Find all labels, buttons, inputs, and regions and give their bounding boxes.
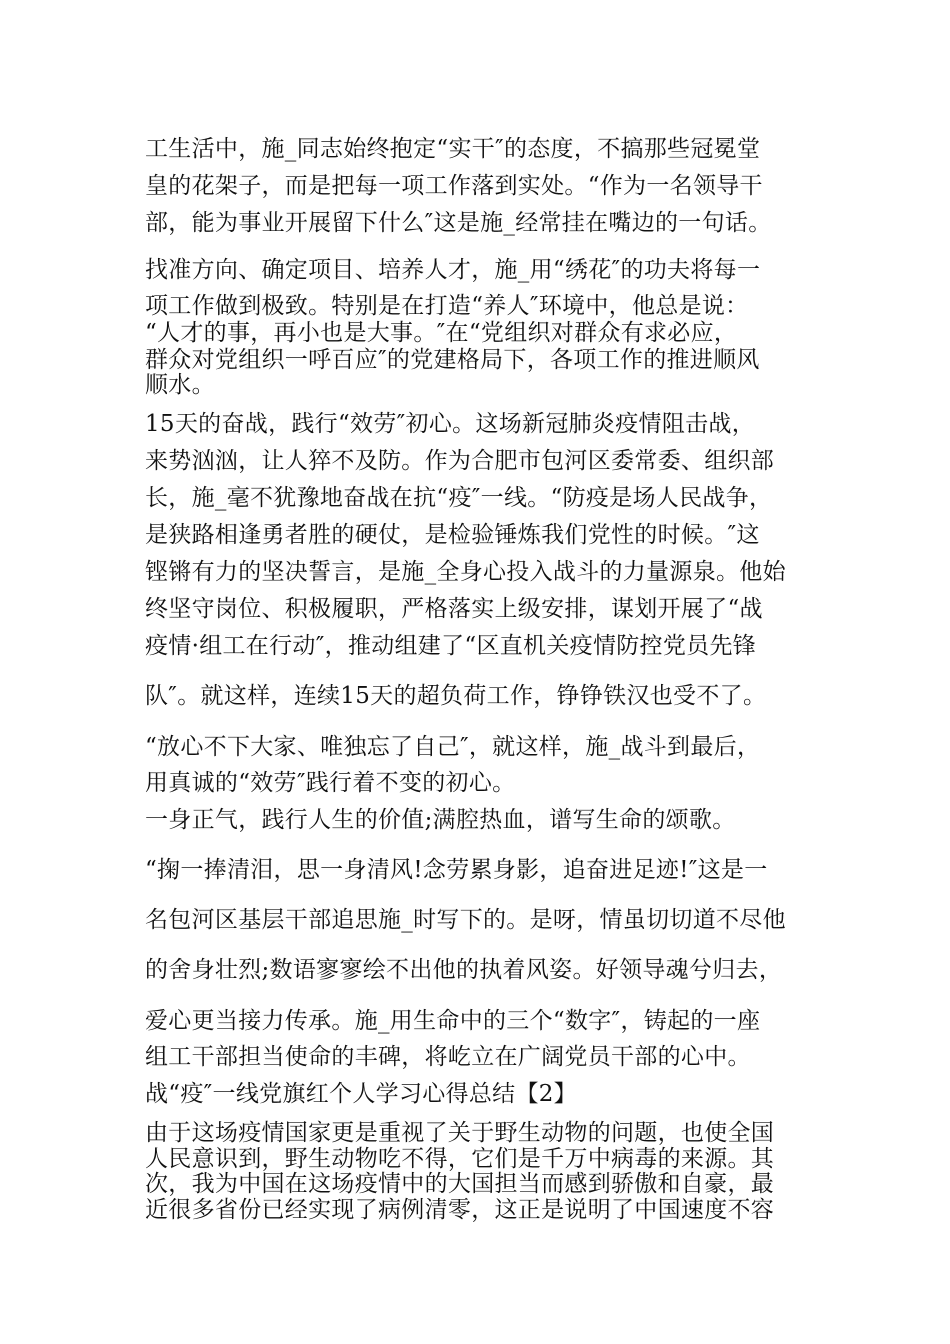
text-line: 来势汹汹，让人猝不及防。作为合肥市包河区委常委、组织部 [145, 448, 775, 474]
text-line: “人才的事，再小也是大事。″在“党组织对群众有求必应， [145, 320, 738, 346]
text-line: 用真诚的“效劳″践行着不变的初心。 [145, 770, 516, 796]
section-heading: 战“疫″一线党旗红个人学习心得总结【2】 [145, 1081, 577, 1107]
text-line: 工生活中，施_同志始终抱定“实干″的态度，不搞那些冠冕堂 [145, 136, 761, 162]
text-line: “放心不下大家、唯独忘了自己″，就这样，施_战斗到最后， [145, 734, 761, 760]
text-line: 近很多省份已经实现了病例清零，这正是说明了中国速度不容 [145, 1197, 775, 1223]
text-line: 名包河区基层干部追思施_时写下的。是呀，情虽切切道不尽他 [145, 907, 786, 933]
text-line: 组工干部担当使命的丰碑，将屹立在广阔党员干部的心中。 [145, 1044, 751, 1070]
text-line: 项工作做到极致。特别是在打造“养人″环境中，他总是说： [145, 293, 749, 319]
text-line: 人民意识到，野生动物吃不得，它们是千万中病毒的来源。其 [145, 1146, 775, 1172]
text-line: 部，能为事业开展留下什么″这是施_经常挂在嘴边的一句话。 [145, 210, 772, 236]
text-line: 是狭路相逢勇者胜的硬仗，是检验锤炼我们党性的时候。″这 [145, 522, 760, 548]
text-line: 由于这场疫情国家更是重视了关于野生动物的问题，也使全国 [145, 1120, 775, 1146]
text-line: 铿锵有力的坚决誓言，是施_全身心投入战斗的力量源泉。他始 [145, 559, 786, 585]
text-line: 群众对党组织一呼百应″的党建格局下，各项工作的推进顺风 [145, 347, 760, 373]
text-line: 的舍身壮烈;数语寥寥绘不出他的执着风姿。好领导魂兮归去， [145, 957, 783, 983]
text-line: 15天的奋战，践行“效劳″初心。这场新冠肺炎疫情阻击战， [145, 411, 756, 437]
text-line: 次，我为中国在这场疫情中的大国担当而感到骄傲和自豪，最 [145, 1171, 775, 1197]
text-line: 长，施_毫不犹豫地奋战在抗“疫″一线。“防疫是场人民战争， [145, 485, 773, 511]
text-line: 一身正气，践行人生的价值;满腔热血，谱写生命的颂歌。 [145, 807, 736, 833]
text-line: 疫情·组工在行动″，推动组建了“区直机关疫情防控党员先锋 [145, 633, 757, 659]
text-line: 找准方向、确定项目、培养人才，施_用“绣花″的功夫将每一 [145, 257, 761, 283]
text-line: 皇的花架子，而是把每一项工作落到实处。“作为一名领导干 [145, 173, 763, 199]
text-line: 顺水。 [145, 372, 215, 398]
text-line: 爱心更当接力传承。施_用生命中的三个“数字″，铸起的一座 [145, 1008, 761, 1034]
text-line: “掬一捧清泪，思一身清风!念劳累身影，追奋进足迹!″这是一 [145, 857, 768, 883]
text-line: 终坚守岗位、积极履职，严格落实上级安排，谋划开展了“战 [145, 596, 763, 622]
text-line: 队″。就这样，连续15天的超负荷工作，铮铮铁汉也受不了。 [145, 683, 767, 709]
